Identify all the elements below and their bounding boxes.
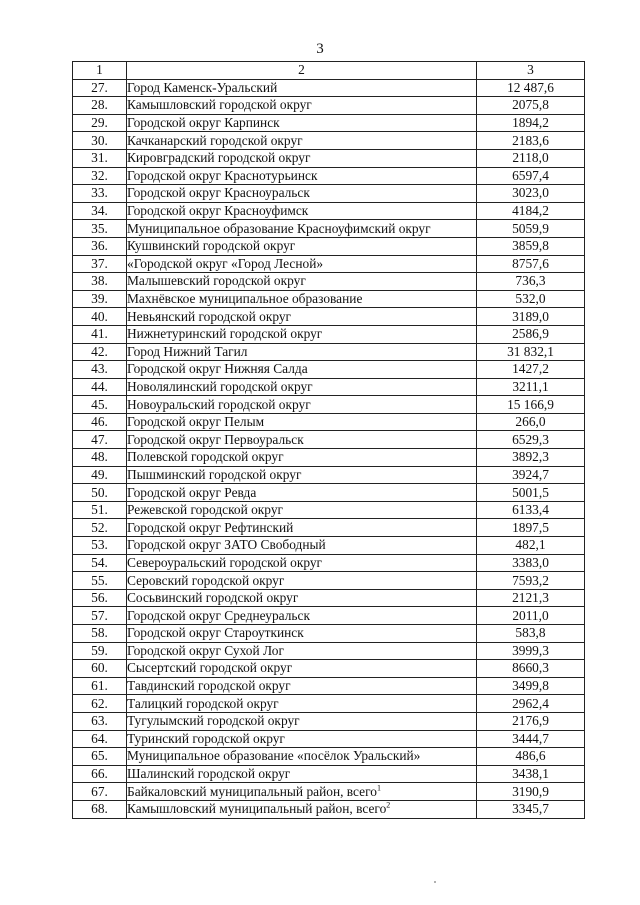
- value-cell: 1427,2: [477, 361, 585, 379]
- municipality-name-cell: [127, 519, 477, 537]
- municipality-name: Тугулымский городской округ: [127, 713, 300, 729]
- municipality-name-cell: [127, 361, 477, 379]
- municipality-name: Байкаловский муниципальный район, всего: [127, 783, 377, 799]
- row-number: 30.: [73, 132, 127, 150]
- table-row: [73, 748, 585, 766]
- row-number: 56.: [73, 589, 127, 607]
- value-cell: 3211,1: [477, 378, 585, 396]
- table-row: [73, 537, 585, 555]
- row-number: 37.: [73, 255, 127, 273]
- value-cell: 3345,7: [477, 800, 585, 818]
- row-number: 52.: [73, 519, 127, 537]
- table-row: [73, 589, 585, 607]
- row-number: 45.: [73, 396, 127, 414]
- value-cell: 4184,2: [477, 202, 585, 220]
- row-number: 40.: [73, 308, 127, 326]
- value-cell: 2011,0: [477, 607, 585, 625]
- municipality-name-cell: [127, 255, 477, 273]
- row-number: 68.: [73, 800, 127, 818]
- municipality-name: Новолялинский городской округ: [127, 378, 313, 394]
- value-cell: 3444,7: [477, 730, 585, 748]
- municipality-name: Городской округ Сухой Лог: [127, 642, 284, 658]
- row-number: 61.: [73, 677, 127, 695]
- municipality-name: Новоуральский городской округ: [127, 396, 311, 412]
- value-cell: 5059,9: [477, 220, 585, 238]
- table-row: [73, 149, 585, 167]
- municipality-name: Кировградский городской округ: [127, 150, 311, 166]
- municipality-name-cell: [127, 712, 477, 730]
- value-cell: 2118,0: [477, 149, 585, 167]
- municipality-name: Малышевский городской округ: [127, 273, 306, 289]
- municipality-name-cell: [127, 167, 477, 185]
- municipality-name: Город Каменск-Уральский: [127, 79, 278, 95]
- table-row: [73, 730, 585, 748]
- table-row: [73, 695, 585, 713]
- municipality-name: Североуральский городской округ: [127, 554, 323, 570]
- value-cell: 2121,3: [477, 589, 585, 607]
- municipality-name: Городской округ Среднеуральск: [127, 607, 310, 623]
- table-row: [73, 202, 585, 220]
- table-row: [73, 449, 585, 467]
- table-row: [73, 712, 585, 730]
- municipality-name: Камышловский муниципальный район, всего: [127, 801, 387, 817]
- header-col-3: 3: [477, 62, 585, 80]
- municipality-name-cell: [127, 800, 477, 818]
- table-row: [73, 255, 585, 273]
- row-number: 57.: [73, 607, 127, 625]
- table-row: [73, 290, 585, 308]
- municipality-name-cell: [127, 308, 477, 326]
- municipality-name-cell: [127, 466, 477, 484]
- table-row: [73, 361, 585, 379]
- municipality-name-cell: [127, 607, 477, 625]
- value-cell: 3023,0: [477, 185, 585, 203]
- municipality-name: Город Нижний Тагил: [127, 343, 248, 359]
- table-row: [73, 484, 585, 502]
- municipality-name: Городской округ Карпинск: [127, 115, 280, 131]
- row-number: 58.: [73, 625, 127, 643]
- row-number: 41.: [73, 325, 127, 343]
- row-number: 33.: [73, 185, 127, 203]
- municipality-name: Пышминский городской округ: [127, 466, 302, 482]
- row-number: 60.: [73, 660, 127, 678]
- row-number: 51.: [73, 501, 127, 519]
- row-number: 54.: [73, 554, 127, 572]
- table-row: [73, 642, 585, 660]
- table-row: [73, 132, 585, 150]
- footnote-marker: 2: [386, 800, 391, 810]
- row-number: 50.: [73, 484, 127, 502]
- row-number: 62.: [73, 695, 127, 713]
- row-number: 38.: [73, 273, 127, 291]
- municipality-name: Режевской городской округ: [127, 502, 284, 518]
- table-row: [73, 800, 585, 818]
- municipality-name: Муниципальное образование «посёлок Уральский»: [127, 748, 421, 764]
- municipality-name-cell: [127, 783, 477, 801]
- row-number: 44.: [73, 378, 127, 396]
- row-number: 64.: [73, 730, 127, 748]
- municipality-name-cell: [127, 748, 477, 766]
- municipality-name: Невьянский городской округ: [127, 308, 292, 324]
- row-number: 49.: [73, 466, 127, 484]
- municipality-name-cell: [127, 79, 477, 97]
- value-cell: 2586,9: [477, 325, 585, 343]
- municipality-name-cell: [127, 660, 477, 678]
- table-row: [73, 607, 585, 625]
- municipality-name-cell: [127, 149, 477, 167]
- table-row: [73, 783, 585, 801]
- table-row: [73, 660, 585, 678]
- municipality-name: Городской округ Ревда: [127, 484, 257, 500]
- municipality-name: Городской округ ЗАТО Свободный: [127, 537, 326, 553]
- value-cell: 8660,3: [477, 660, 585, 678]
- value-cell: 482,1: [477, 537, 585, 555]
- value-cell: 3190,9: [477, 783, 585, 801]
- row-number: 67.: [73, 783, 127, 801]
- municipality-name-cell: [127, 730, 477, 748]
- row-number: 55.: [73, 572, 127, 590]
- value-cell: 3499,8: [477, 677, 585, 695]
- value-cell: 2176,9: [477, 712, 585, 730]
- municipality-name: «Городской округ «Город Лесной»: [127, 255, 324, 271]
- municipality-name-cell: [127, 132, 477, 150]
- table-row: [73, 466, 585, 484]
- table-header-row: [73, 62, 585, 80]
- municipality-name-cell: [127, 572, 477, 590]
- value-cell: 2075,8: [477, 97, 585, 115]
- municipality-name: Тавдинский городской округ: [127, 678, 291, 694]
- value-cell: 266,0: [477, 413, 585, 431]
- row-number: 29.: [73, 114, 127, 132]
- municipal-table: [72, 61, 585, 819]
- value-cell: 486,6: [477, 748, 585, 766]
- page-number: 3: [316, 41, 324, 57]
- table-row: [73, 325, 585, 343]
- municipality-name-cell: [127, 484, 477, 502]
- municipality-name: Кушвинский городской округ: [127, 238, 296, 254]
- table-row: [73, 413, 585, 431]
- row-number: 65.: [73, 748, 127, 766]
- municipality-name-cell: [127, 695, 477, 713]
- municipality-name-cell: [127, 501, 477, 519]
- municipality-name-cell: [127, 343, 477, 361]
- value-cell: 6597,4: [477, 167, 585, 185]
- municipality-name-cell: [127, 325, 477, 343]
- municipality-name-cell: [127, 202, 477, 220]
- municipality-name: Туринский городской округ: [127, 730, 285, 746]
- value-cell: 583,8: [477, 625, 585, 643]
- table-row: [73, 519, 585, 537]
- header-col-2: 2: [127, 62, 477, 80]
- municipality-name: Сысертский городской округ: [127, 660, 293, 676]
- value-cell: 12 487,6: [477, 79, 585, 97]
- table-row: [73, 396, 585, 414]
- table-row: [73, 97, 585, 115]
- value-cell: 1897,5: [477, 519, 585, 537]
- table-row: [73, 185, 585, 203]
- table-row: [73, 572, 585, 590]
- value-cell: 1894,2: [477, 114, 585, 132]
- municipality-name-cell: [127, 413, 477, 431]
- header-col-1: 1: [73, 62, 127, 80]
- municipality-name: Муниципальное образование Красноуфимский округ: [127, 220, 431, 236]
- municipality-name-cell: [127, 642, 477, 660]
- table-row: [73, 167, 585, 185]
- municipality-name: Городской округ Красноуральск: [127, 185, 310, 201]
- value-cell: 8757,6: [477, 255, 585, 273]
- row-number: 34.: [73, 202, 127, 220]
- value-cell: 5001,5: [477, 484, 585, 502]
- table-row: [73, 677, 585, 695]
- municipality-name: Махнёвское муниципальное образование: [127, 291, 363, 307]
- municipality-name-cell: [127, 273, 477, 291]
- municipality-name-cell: [127, 114, 477, 132]
- municipality-name-cell: [127, 378, 477, 396]
- row-number: 28.: [73, 97, 127, 115]
- municipality-name: Камышловский городской округ: [127, 97, 312, 113]
- row-number: 66.: [73, 765, 127, 783]
- value-cell: 2962,4: [477, 695, 585, 713]
- table-row: [73, 554, 585, 572]
- table-row: [73, 79, 585, 97]
- municipality-name: Городской округ Рефтинский: [127, 519, 294, 535]
- row-number: 53.: [73, 537, 127, 555]
- row-number: 36.: [73, 237, 127, 255]
- scan-speck: [434, 881, 436, 883]
- municipality-name-cell: [127, 220, 477, 238]
- municipality-name: Городской округ Красноуфимск: [127, 203, 309, 219]
- municipality-name-cell: [127, 290, 477, 308]
- municipality-name: Городской округ Первоуральск: [127, 431, 304, 447]
- municipality-name: Серовский городской округ: [127, 572, 285, 588]
- table-row: [73, 378, 585, 396]
- table-row: [73, 501, 585, 519]
- table-row: [73, 625, 585, 643]
- municipality-name: Талицкий городской округ: [127, 695, 279, 711]
- value-cell: 15 166,9: [477, 396, 585, 414]
- municipality-name-cell: [127, 589, 477, 607]
- municipality-name-cell: [127, 537, 477, 555]
- row-number: 35.: [73, 220, 127, 238]
- municipality-name-cell: [127, 431, 477, 449]
- table-row: [73, 220, 585, 238]
- municipality-name: Шалинский городской округ: [127, 766, 291, 782]
- footnote-marker: 1: [376, 783, 381, 793]
- municipality-name-cell: [127, 449, 477, 467]
- municipality-name-cell: [127, 97, 477, 115]
- row-number: 63.: [73, 712, 127, 730]
- value-cell: 3892,3: [477, 449, 585, 467]
- row-number: 43.: [73, 361, 127, 379]
- row-number: 31.: [73, 149, 127, 167]
- value-cell: 3999,3: [477, 642, 585, 660]
- row-number: 42.: [73, 343, 127, 361]
- municipality-name: Сосьвинский городской округ: [127, 590, 299, 606]
- value-cell: 31 832,1: [477, 343, 585, 361]
- municipality-name-cell: [127, 625, 477, 643]
- value-cell: 2183,6: [477, 132, 585, 150]
- table-row: [73, 431, 585, 449]
- value-cell: 532,0: [477, 290, 585, 308]
- table-row: [73, 343, 585, 361]
- municipality-name: Городской округ Староуткинск: [127, 625, 304, 641]
- municipality-name: Качканарский городской округ: [127, 132, 303, 148]
- value-cell: 736,3: [477, 273, 585, 291]
- value-cell: 7593,2: [477, 572, 585, 590]
- municipality-name-cell: [127, 677, 477, 695]
- value-cell: 6133,4: [477, 501, 585, 519]
- municipality-name-cell: [127, 185, 477, 203]
- row-number: 48.: [73, 449, 127, 467]
- row-number: 32.: [73, 167, 127, 185]
- row-number: 46.: [73, 413, 127, 431]
- municipality-name: Полевской городской округ: [127, 449, 284, 465]
- municipality-name-cell: [127, 765, 477, 783]
- row-number: 47.: [73, 431, 127, 449]
- row-number: 27.: [73, 79, 127, 97]
- table-row: [73, 765, 585, 783]
- value-cell: 3383,0: [477, 554, 585, 572]
- table-row: [73, 308, 585, 326]
- value-cell: 6529,3: [477, 431, 585, 449]
- row-number: 59.: [73, 642, 127, 660]
- municipality-name: Нижнетуринский городской округ: [127, 326, 323, 342]
- table-row: [73, 273, 585, 291]
- municipality-name: Городской округ Пелым: [127, 414, 265, 430]
- municipality-name: Городской округ Краснотурьинск: [127, 167, 318, 183]
- value-cell: 3189,0: [477, 308, 585, 326]
- municipality-name-cell: [127, 396, 477, 414]
- value-cell: 3438,1: [477, 765, 585, 783]
- municipality-name: Городской округ Нижняя Салда: [127, 361, 308, 377]
- value-cell: 3859,8: [477, 237, 585, 255]
- municipality-name-cell: [127, 554, 477, 572]
- table-row: [73, 114, 585, 132]
- value-cell: 3924,7: [477, 466, 585, 484]
- table-row: [73, 237, 585, 255]
- municipality-name-cell: [127, 237, 477, 255]
- row-number: 39.: [73, 290, 127, 308]
